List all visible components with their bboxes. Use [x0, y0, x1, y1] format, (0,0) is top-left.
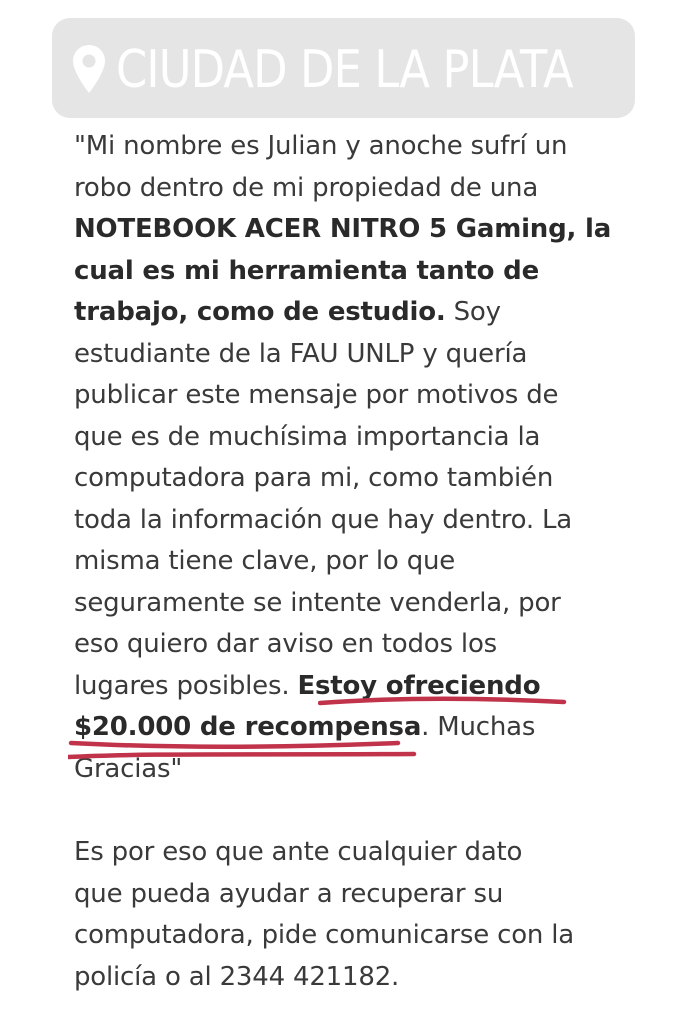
text-line-bold: cual es mi herramienta tanto de	[74, 255, 540, 286]
reward-phrase: Estoy ofreciendo	[297, 670, 541, 701]
text-line: toda la información que hay dentro. La	[74, 504, 573, 535]
bold-phrase: trabajo, como de estudio.	[74, 297, 446, 327]
text-line: computadora, pide comunicarse con la	[74, 920, 575, 950]
text-fragment: Soy	[445, 297, 501, 327]
text-line: seguramente se intente venderla, por	[74, 587, 561, 618]
text-line: "Mi nombre es Julian y anoche sufrí un	[74, 131, 568, 161]
text-line: estudiante de la FAU UNLP y quería	[74, 338, 528, 369]
text-line: policía o al 2344 421182.	[74, 961, 400, 992]
text-line: misma tiene clave, por lo que	[74, 546, 456, 576]
closing-paragraph	[74, 832, 674, 998]
text-line: eso quiero dar aviso en todos los	[74, 629, 497, 659]
reward-amount: $20.000 de recompensa	[74, 712, 422, 742]
text-line: que pueda ayudar a recuperar su	[74, 878, 504, 909]
location-pin-icon	[72, 44, 106, 94]
text-line: que es de muchísima importancia la	[74, 421, 541, 452]
underline-mark	[68, 733, 418, 763]
text-line: publicar este mensaje por motivos de	[74, 380, 559, 410]
text-line-bold: NOTEBOOK ACER NITRO 5 Gaming, la	[74, 214, 612, 244]
location-label: CIUDAD DE LA PLATA	[116, 40, 573, 100]
text-line: Es por eso que ante cualquier dato	[74, 837, 523, 867]
text-fragment: lugares posibles.	[74, 670, 298, 701]
text-fragment: . Muchas	[421, 712, 536, 742]
text-line: robo dentro de mi propiedad de una	[74, 172, 539, 203]
underline-mark	[318, 694, 568, 714]
text-line	[74, 292, 674, 334]
text-line: computadora para mi, como también	[74, 463, 554, 493]
quote-paragraph	[74, 126, 674, 790]
text-line: Gracias"	[74, 753, 183, 784]
